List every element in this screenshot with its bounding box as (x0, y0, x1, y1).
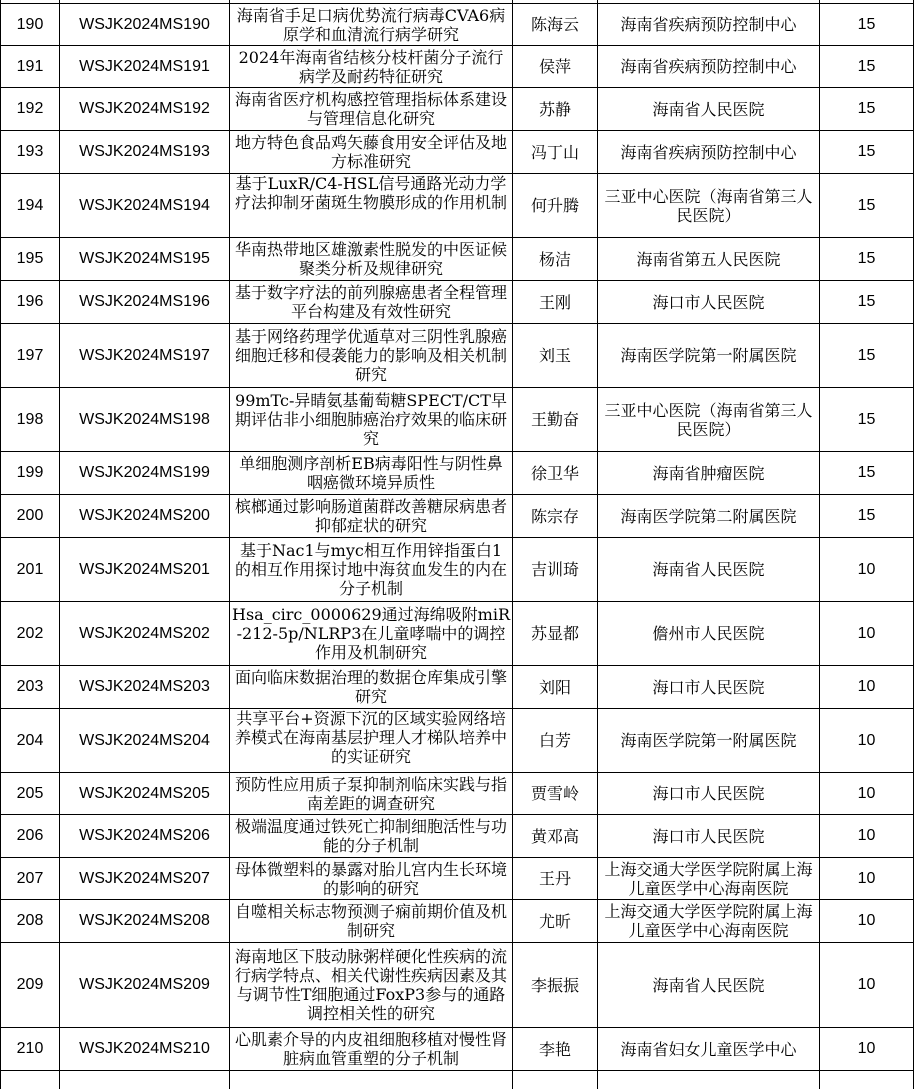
project-title: 母体微塑料的暴露对胎儿宫内生长环境的影响的研究 (230, 858, 513, 900)
row-number: 207 (1, 858, 60, 900)
project-code: WSJK2024MS193 (60, 131, 230, 174)
project-code: WSJK2024MS208 (60, 900, 230, 943)
organization: 海南省妇女儿童医学中心 (598, 1028, 820, 1071)
project-code: WSJK2024MS194 (60, 174, 230, 238)
project-code: WSJK2024MS209 (60, 943, 230, 1028)
funding-amount: 15 (820, 388, 914, 452)
funding-amount: 10 (820, 900, 914, 943)
project-leader: 李艳 (513, 1028, 598, 1071)
project-title: 基于LuxR/C4-HSL信号通路光动力学疗法抑制牙菌斑生物膜形成的作用机制 (230, 174, 513, 238)
project-title: 地方特色食品鸡矢藤食用安全评估及地方标准研究 (230, 131, 513, 174)
project-title: 99mTc-异睛氨基葡萄糖SPECT/CT早期评估非小细胞肺癌治疗效果的临床研究 (230, 388, 513, 452)
row-number: 203 (1, 666, 60, 709)
project-title: 共享平台+资源下沉的区域实验网络培养模式在海南基层护理人才梯队培养中的实证研究 (230, 709, 513, 773)
funding-amount: 10 (820, 943, 914, 1028)
project-leader: 冯丁山 (513, 131, 598, 174)
funding-amount: 10 (820, 602, 914, 666)
table-row (1, 538, 914, 602)
organization: 海南省第五人民医院 (598, 238, 820, 281)
table-row (1, 900, 914, 943)
project-code: WSJK2024MS207 (60, 858, 230, 900)
project-leader: 杨洁 (513, 238, 598, 281)
project-title: 海南省手足口病优势流行病毒CVA6病原学和血清流行病学研究 (230, 4, 513, 46)
project-code: WSJK2024MS202 (60, 602, 230, 666)
project-title: 槟榔通过影响肠道菌群改善糖尿病患者抑郁症状的研究 (230, 495, 513, 538)
table-row (1, 1028, 914, 1071)
funding-amount: 15 (820, 281, 914, 324)
project-leader: 尤昕 (513, 900, 598, 943)
row-number: 200 (1, 495, 60, 538)
funding-amount: 10 (820, 666, 914, 709)
project-title: 极端温度通过铁死亡抑制细胞活性与功能的分子机制 (230, 815, 513, 858)
funding-amount: 15 (820, 324, 914, 388)
funding-amount: 15 (820, 4, 914, 46)
table-row (1, 1071, 914, 1089)
project-leader: 黄邓高 (513, 815, 598, 858)
organization: 海口市人民医院 (598, 666, 820, 709)
project-title: 基于Nac1与myc相互作用锌指蛋白1的相互作用探讨地中海贫血发生的内在分子机制 (230, 538, 513, 602)
funding-amount: 10 (820, 538, 914, 602)
project-leader: 李振振 (513, 943, 598, 1028)
table-row (1, 858, 914, 900)
project-code: WSJK2024MS200 (60, 495, 230, 538)
funding-amount: 10 (820, 1028, 914, 1071)
table-row (1, 943, 914, 1028)
row-number: 206 (1, 815, 60, 858)
project-leader: 何升腾 (513, 174, 598, 238)
project-leader: 苏显都 (513, 602, 598, 666)
project-code: WSJK2024MS191 (60, 46, 230, 88)
funding-amount: 15 (820, 46, 914, 88)
row-number: 199 (1, 452, 60, 495)
project-table-body (1, 0, 914, 1089)
project-leader: 王丹 (513, 858, 598, 900)
project-title: 面向临床数据治理的数据仓库集成引擎研究 (230, 666, 513, 709)
funding-amount: 10 (820, 773, 914, 815)
table-row (1, 174, 914, 238)
project-leader: 王勤奋 (513, 388, 598, 452)
organization: 海南医学院第一附属医院 (598, 324, 820, 388)
row-number: 191 (1, 46, 60, 88)
project-code: WSJK2024MS210 (60, 1028, 230, 1071)
table-row (1, 324, 914, 388)
row-number: 197 (1, 324, 60, 388)
table-row (1, 238, 914, 281)
organization: 海南省人民医院 (598, 538, 820, 602)
project-leader: 白芳 (513, 709, 598, 773)
project-code: WSJK2024MS197 (60, 324, 230, 388)
project-title: 华南热带地区雄激素性脱发的中医证候聚类分析及规律研究 (230, 238, 513, 281)
row-number: 208 (1, 900, 60, 943)
organization: 海南省人民医院 (598, 943, 820, 1028)
table-row (1, 388, 914, 452)
table-row (1, 815, 914, 858)
funding-amount: 15 (820, 131, 914, 174)
organization: 上海交通大学医学院附属上海儿童医学中心海南医院 (598, 858, 820, 900)
project-code: WSJK2024MS201 (60, 538, 230, 602)
organization: 海南省疾病预防控制中心 (598, 46, 820, 88)
organization: 三亚中心医院（海南省第三人民医院） (598, 388, 820, 452)
organization: 海口市人民医院 (598, 773, 820, 815)
row-number: 210 (1, 1028, 60, 1071)
table-row (1, 46, 914, 88)
project-code: WSJK2024MS195 (60, 238, 230, 281)
organization: 儋州市人民医院 (598, 602, 820, 666)
project-leader: 吉训琦 (513, 538, 598, 602)
funding-amount: 10 (820, 815, 914, 858)
table-row (1, 88, 914, 131)
project-leader: 王刚 (513, 281, 598, 324)
organization: 海口市人民医院 (598, 281, 820, 324)
organization: 海南医学院第一附属医院 (598, 709, 820, 773)
project-title: 预防性应用质子泵抑制剂临床实践与指南差距的调查研究 (230, 773, 513, 815)
project-code: WSJK2024MS199 (60, 452, 230, 495)
organization: 海南医学院第二附属医院 (598, 495, 820, 538)
row-number: 204 (1, 709, 60, 773)
project-code: WSJK2024MS192 (60, 88, 230, 131)
row-number: 194 (1, 174, 60, 238)
project-code: WSJK2024MS205 (60, 773, 230, 815)
row-number: 192 (1, 88, 60, 131)
funding-amount: 15 (820, 88, 914, 131)
row-number: 198 (1, 388, 60, 452)
table-row (1, 4, 914, 46)
row-number: 196 (1, 281, 60, 324)
row-number: 193 (1, 131, 60, 174)
table-row (1, 666, 914, 709)
project-leader: 刘阳 (513, 666, 598, 709)
project-title: 基于数字疗法的前列腺癌患者全程管理平台构建及有效性研究 (230, 281, 513, 324)
table-row (1, 709, 914, 773)
row-number: 195 (1, 238, 60, 281)
funding-amount: 15 (820, 495, 914, 538)
organization: 海口市人民医院 (598, 815, 820, 858)
project-title: Hsa_circ_0000629通过海绵吸附miR-212-5p/NLRP3在儿童哮喘中的调控作用及机制研究 (230, 602, 513, 666)
project-code: WSJK2024MS206 (60, 815, 230, 858)
table-row (1, 602, 914, 666)
funding-amount: 15 (820, 174, 914, 238)
table-row (1, 495, 914, 538)
project-title: 海南地区下肢动脉粥样硬化性疾病的流行病学特点、相关代谢性疾病因素及其与调节性T细胞通过FoxP3参与的通路调控相关性的研究 (230, 943, 513, 1028)
funding-amount: 10 (820, 858, 914, 900)
project-title: 单细胞测序剖析EB病毒阳性与阴性鼻咽癌微环境异质性 (230, 452, 513, 495)
organization: 海南省人民医院 (598, 88, 820, 131)
project-code: WSJK2024MS203 (60, 666, 230, 709)
organization: 海南省疾病预防控制中心 (598, 131, 820, 174)
project-code: WSJK2024MS198 (60, 388, 230, 452)
row-number: 205 (1, 773, 60, 815)
project-title: 海南省医疗机构感控管理指标体系建设与管理信息化研究 (230, 88, 513, 131)
funding-amount: 15 (820, 452, 914, 495)
project-leader: 陈海云 (513, 4, 598, 46)
funding-amount: 10 (820, 709, 914, 773)
row-number: 209 (1, 943, 60, 1028)
project-title: 心肌素介导的内皮祖细胞移植对慢性肾脏病血管重塑的分子机制 (230, 1028, 513, 1071)
project-title: 自噬相关标志物预测子痫前期价值及机制研究 (230, 900, 513, 943)
project-code: WSJK2024MS196 (60, 281, 230, 324)
funding-amount: 15 (820, 238, 914, 281)
table-row (1, 281, 914, 324)
project-leader: 苏静 (513, 88, 598, 131)
row-number: 190 (1, 4, 60, 46)
organization: 三亚中心医院（海南省第三人民医院） (598, 174, 820, 238)
project-leader: 侯萍 (513, 46, 598, 88)
organization: 上海交通大学医学院附属上海儿童医学中心海南医院 (598, 900, 820, 943)
table-row (1, 452, 914, 495)
project-code: WSJK2024MS204 (60, 709, 230, 773)
project-leader: 徐卫华 (513, 452, 598, 495)
project-title: 2024年海南省结核分枝杆菌分子流行病学及耐药特征研究 (230, 46, 513, 88)
row-number: 202 (1, 602, 60, 666)
project-title: 基于网络药理学优遁草对三阴性乳腺癌细胞迁移和侵袭能力的影响及相关机制研究 (230, 324, 513, 388)
organization: 海南省肿瘤医院 (598, 452, 820, 495)
project-leader: 刘玉 (513, 324, 598, 388)
table-row (1, 131, 914, 174)
project-leader: 陈宗存 (513, 495, 598, 538)
table-row (1, 773, 914, 815)
project-leader: 贾雪岭 (513, 773, 598, 815)
row-number: 201 (1, 538, 60, 602)
project-code: WSJK2024MS190 (60, 4, 230, 46)
organization: 海南省疾病预防控制中心 (598, 4, 820, 46)
